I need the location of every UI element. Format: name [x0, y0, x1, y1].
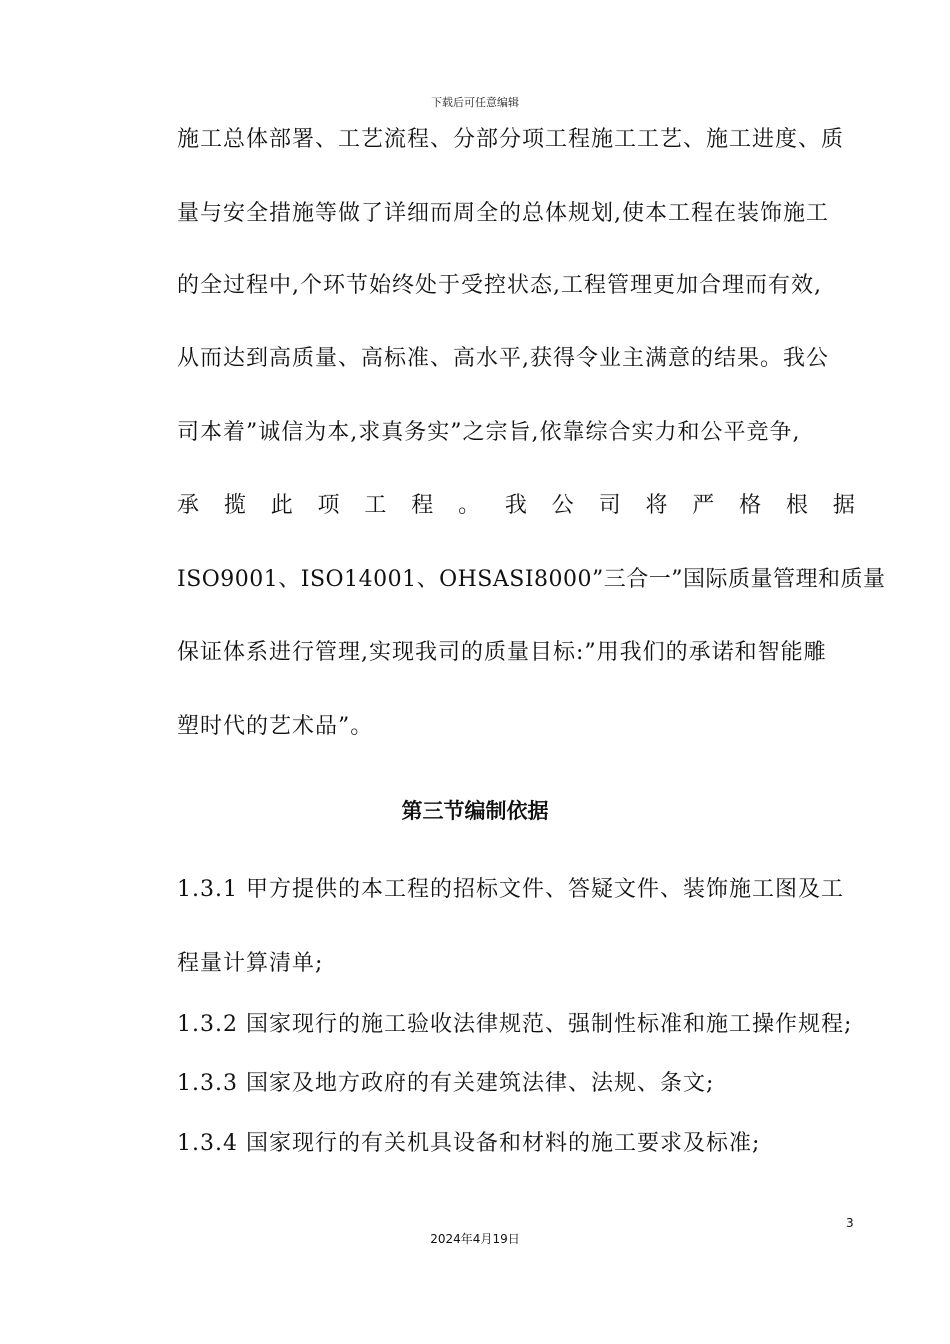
- footer-date: 2024年4月19日: [430, 1232, 520, 1246]
- section-title: 第三节编制依据: [401, 799, 549, 823]
- paragraph-line: ISO9001、ISO14001、OHSASI8000”三合一”国际质量管理和质量: [177, 567, 886, 592]
- basis-item: 1.3.2 国家现行的施工验收法律规范、强制性标准和施工操作规程;: [177, 1012, 853, 1037]
- basis-item-continuation: 程量计算清单;: [177, 951, 324, 976]
- paragraph-line: 从而达到高质量、高标准、高水平,获得令业主满意的结果。我公: [177, 346, 829, 371]
- page-number: 3: [846, 1216, 854, 1230]
- paragraph-line: 司本着”诚信为本,求真务实”之宗旨,依靠综合实力和公平竞争,: [177, 420, 801, 445]
- page-header-note: 下载后可任意编辑: [431, 96, 519, 109]
- paragraph-line: 量与安全措施等做了详细而周全的总体规划,使本工程在装饰施工: [177, 201, 829, 226]
- paragraph-line: 塑时代的艺术品”。: [177, 714, 374, 739]
- paragraph-line: 施工总体部署、工艺流程、分部分项工程施工工艺、施工进度、质: [177, 127, 845, 152]
- paragraph-line: 保证体系进行管理,实现我司的质量目标:”用我们的承诺和智能雕: [177, 640, 827, 665]
- basis-item: 1.3.3 国家及地方政府的有关建筑法律、法规、条文;: [177, 1071, 715, 1096]
- paragraph-line: 的全过程中,个环节始终处于受控状态,工程管理更加合理而有效,: [177, 273, 822, 298]
- paragraph-line: 承 揽 此 项 工 程 。 我 公 司 将 严 格 根 据: [177, 493, 855, 518]
- basis-item: 1.3.4 国家现行的有关机具设备和材料的施工要求及标准;: [177, 1131, 761, 1156]
- basis-item: 1.3.1 甲方提供的本工程的招标文件、答疑文件、装饰施工图及工: [177, 877, 844, 902]
